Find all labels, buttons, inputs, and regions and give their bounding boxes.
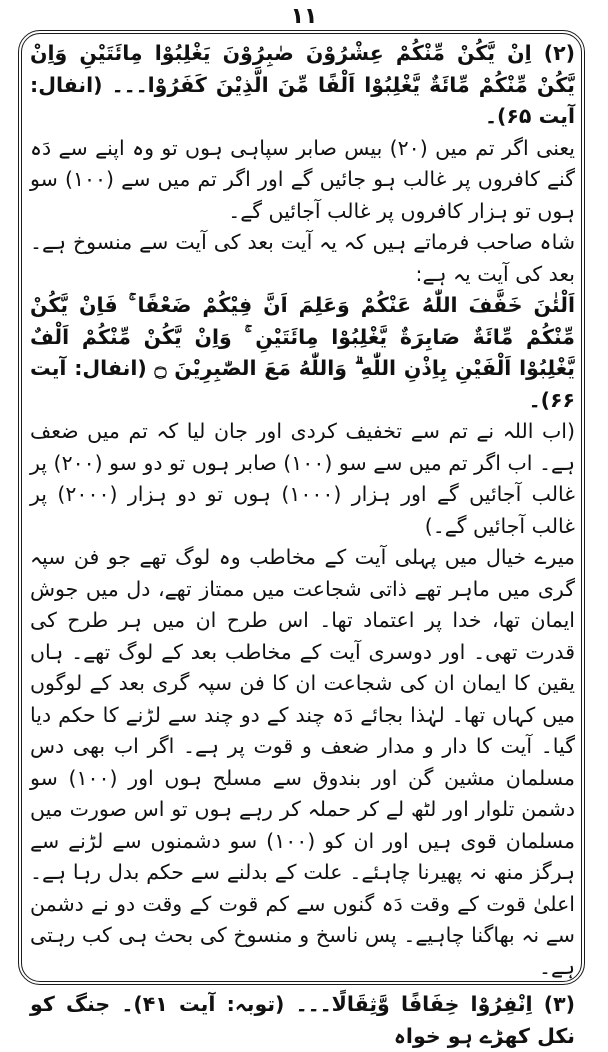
quranic-verse-anfal-66: اَلْئٰنَ خَفَّفَ اللّٰهُ عَنْكُمْ وَعَلِمَ اَنَّ فِيْكُمْ ضَعْفًا ۚ فَاِنْ يَّكُنْ مِّنْكُمْ مِّائَةٌ صَابِرَةٌ يَّغْلِبُوْا مِائَتَيْنِ ۚ وَاِنْ يَّكُنْ مِّنْكُمْ اَلْفٌ يَّغْلِبُوْا اَلْفَيْنِ بِاِذْنِ اللّٰهِ ۗ وَاللّٰهُ مَعَ الصّٰبِرِيْنَ ۝ (انفال: آیت ۶۶)۔ xyxy=(30,293,575,412)
abrogation-note: شاہ صاحب فرماتے ہیں کہ یہ آیت بعد کی آیت سے منسوخ ہے۔ بعد کی آیت یہ ہے: xyxy=(30,230,575,286)
page-number: ۱۱ xyxy=(290,4,318,29)
verse-translation-66: (اب اللہ نے تم سے تخفیف کردی اور جان لیا کہ تم میں ضعف ہے۔ اب اگر تم میں سے سو (۱۰۰) صابر ہوں تو دو سو (۲۰۰) پر غالب آجائیں گے اور ہزار (۱۰۰۰) ہوں تو دو ہزار (۲۰۰۰) پر غالب آجائیں گے۔) xyxy=(30,419,576,538)
verse-translation-65: یعنی اگر تم میں (۲۰) بیس صابر سپاہی ہوں تو وہ اپنے سے دَہ گنے کافروں پر غالب ہو جائیں گے اور اگر تم میں سے (۱۰۰) سو ہوں تو ہزار کافروں پر غالب آجائیں گے۔ xyxy=(30,135,575,223)
quranic-verse-tawbah-41: (۳) اِنْفِرُوْا خِفَافًا وَّثِقَالًا۔۔۔ (توبہ: آیت ۴۱)۔ جنگ کو نکل کھڑے ہو خواہ xyxy=(30,992,576,1048)
page-text xyxy=(30,38,575,1052)
quranic-verse-anfal-65: (۲) اِنْ يَّكُنْ مِّنْكُمْ عِشْرُوْنَ صٰبِرُوْنَ يَغْلِبُوْا مِائَتَيْنِ وَاِنْ يَّكُنْ مِّنْكُمْ مِّائَةٌ يَّغْلِبُوْا اَلْفًا مِّنَ الَّذِيْنَ كَفَرُوْا۔۔۔ (انفال: آیت ۶۵)۔ xyxy=(30,41,575,128)
author-commentary: میرے خیال میں پہلی آیت کے مخاطب وہ لوگ تھے جو فن سپہ گری میں ماہر تھے ذاتی شجاعت میں ممتاز تھے، دل میں جوش ایمان تھا، خدا پر اعتماد تھا۔ اس طرح ان میں ہر طرح کی قدرت تھی۔ اور دوسری آیت کے مخاطب بعد کے لوگ تھے۔ ہاں یقین کا ایمان ان کی شجاعت ان کا فن سپہ گری بعد کے لوگوں میں کہاں تھا۔ لہٰذا بجائے دَہ چند کے دو چند سے لڑنے کا حکم دیا گیا۔ آیت کا دار و مدار ضعف و قوت پر ہے۔ اگر اب بھی دس مسلمان مشین گن اور بندوق سے مسلح ہوں اور (۱۰۰) سو دشمن تلوار اور لٹھ لے کر حملہ کر رہے ہوں تو اس صورت میں مسلمان قوی ہیں اور ان کو (۱۰۰) سو دشمنوں سے لڑنے سے ہرگز منھ نہ پھیرنا چاہئے۔ علت کے بدلنے سے حکم بدل رہا ہے۔ اعلیٰ قوت کے وقت دَہ گنوں سے کم قوت کے وقت دو نے دشمن سے نہ بھاگنا چاہیے۔ پس ناسخ و منسوخ کی بحث ہی کب رہتی ہے۔ xyxy=(30,545,576,979)
